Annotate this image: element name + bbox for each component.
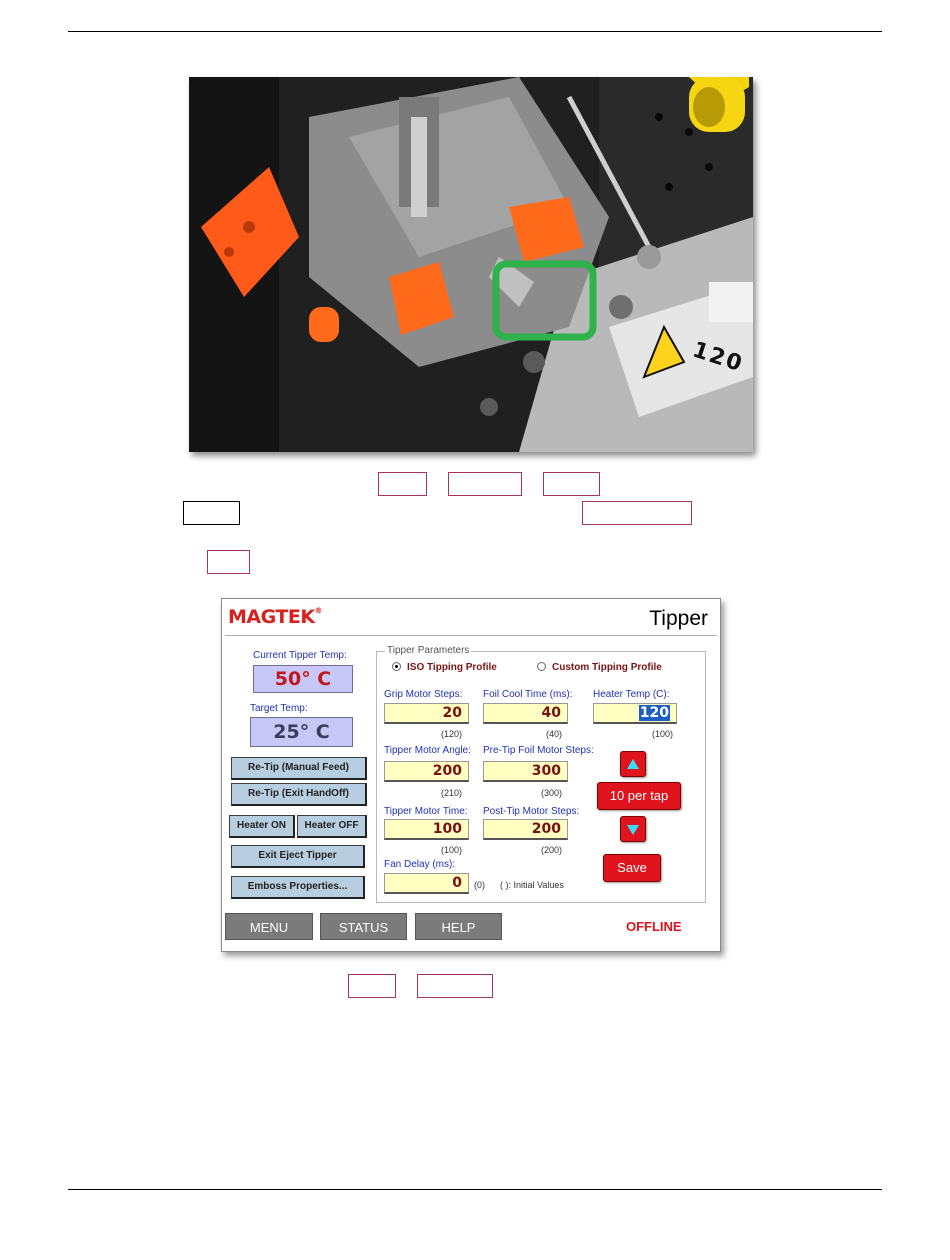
arrow-down-icon [627,825,639,835]
foil-cool-label: Foil Cool Time (ms): [483,689,573,700]
radio-selected-icon [392,662,401,671]
posttip-steps-initial: (200) [541,845,563,855]
decrease-button[interactable] [620,816,646,842]
foil-cool-input[interactable]: 40 [483,703,568,724]
reference-link-6[interactable] [207,550,250,574]
reference-link-2[interactable] [448,472,522,496]
connection-status: OFFLINE [626,919,682,934]
heater-off-button[interactable]: Heater OFF [297,815,367,838]
reference-link-8[interactable] [417,974,493,998]
tipper-head-photo [189,77,753,452]
step-size-button[interactable]: 10 per tap [597,782,681,810]
current-temp-display: 50° C [253,665,353,693]
pretip-steps-input[interactable]: 300 [483,761,568,782]
arrow-up-icon [627,759,639,769]
fan-delay-initial: (0) [474,880,485,890]
current-temp-label: Current Tipper Temp: [253,650,347,661]
exit-eject-tipper-button[interactable]: Exit Eject Tipper [231,845,365,868]
heater-temp-initial: (100) [652,729,674,739]
heater-temp-input[interactable]: 120 [593,703,677,724]
custom-profile-radio[interactable]: Custom Tipping Profile [537,662,662,673]
retip-exit-handoff-button[interactable]: Re-Tip (Exit HandOff) [231,783,367,806]
header-rule [68,31,882,32]
increase-button[interactable] [620,751,646,777]
reference-link-1[interactable] [378,472,427,496]
magtek-logo: MAGTEK® [228,606,323,628]
posttip-steps-input[interactable]: 200 [483,819,568,840]
emboss-properties-button[interactable]: Emboss Properties... [231,876,365,899]
menu-button[interactable]: MENU [225,913,313,940]
posttip-steps-label: Post-Tip Motor Steps: [483,806,580,817]
help-button[interactable]: HELP [415,913,502,940]
tipper-time-label: Tipper Motor Time: [384,806,468,817]
grip-steps-label: Grip Motor Steps: [384,689,463,700]
tipper-head-illustration [189,77,753,452]
iso-profile-radio[interactable]: ISO Tipping Profile [392,662,497,673]
footer-rule [68,1189,882,1190]
radio-unselected-icon [537,662,546,671]
initial-values-note: ( ): Initial Values [500,880,564,890]
pretip-steps-initial: (300) [541,788,563,798]
pretip-steps-label: Pre-Tip Foil Motor Steps: [483,745,594,756]
foil-cool-initial: (40) [546,729,563,739]
reference-link-3[interactable] [543,472,600,496]
tipper-time-input[interactable]: 100 [384,819,469,840]
status-button[interactable]: STATUS [320,913,407,940]
reference-box-4 [183,501,240,525]
tipper-angle-input[interactable]: 200 [384,761,469,782]
grip-steps-input[interactable]: 20 [384,703,469,724]
save-button[interactable]: Save [603,854,661,882]
panel-legend: Tipper Parameters [387,645,470,656]
fan-delay-input[interactable]: 0 [384,873,469,894]
tipper-angle-initial: (210) [441,788,463,798]
header-divider [225,635,717,636]
screen-title: Tipper [649,607,708,630]
fan-delay-label: Fan Delay (ms): [384,859,456,870]
tipper-screen [221,598,721,952]
target-temp-display: 25° C [250,717,353,747]
tipper-time-initial: (100) [441,845,463,855]
tipper-angle-label: Tipper Motor Angle: [384,745,471,756]
heater-temp-label: Heater Temp (C): [593,689,670,700]
grip-steps-initial: (120) [441,729,463,739]
reference-link-7[interactable] [348,974,396,998]
target-temp-label: Target Temp: [250,703,308,714]
retip-manual-feed-button[interactable]: Re-Tip (Manual Feed) [231,757,367,780]
heater-on-button[interactable]: Heater ON [229,815,295,838]
reference-link-5[interactable] [582,501,692,525]
heater-temp-marking: 120 [689,337,747,378]
